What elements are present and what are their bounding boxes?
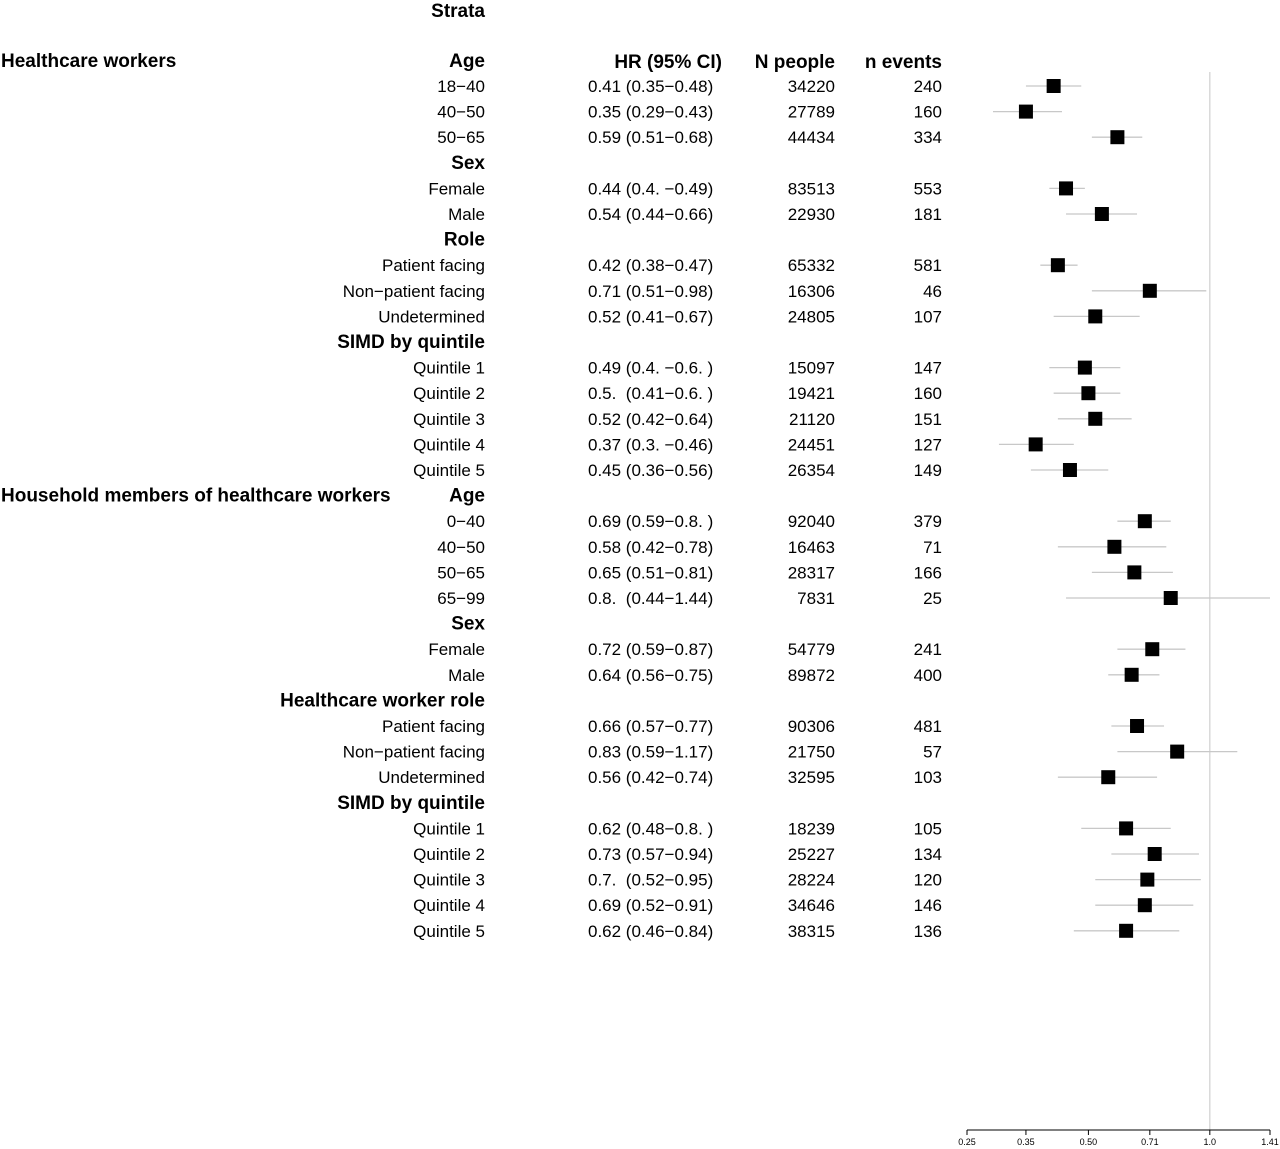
hr-ci-value: 0.37 (0.3. −0.46) xyxy=(588,435,714,455)
n-events-value: 147 xyxy=(913,358,942,378)
row-label: Quintile 3 xyxy=(413,870,485,890)
hr-marker xyxy=(1170,745,1184,759)
n-events-value: 46 xyxy=(923,281,942,301)
n-events-value: 105 xyxy=(913,819,942,839)
n-people-value: 26354 xyxy=(787,461,835,480)
n-events-value: 120 xyxy=(913,870,942,890)
hr-marker xyxy=(1059,181,1073,195)
hr-marker xyxy=(1138,898,1152,912)
n-people-value: 24805 xyxy=(787,307,835,327)
n-people-value: 16306 xyxy=(787,281,835,301)
n-people-value: 28317 xyxy=(787,563,835,583)
hr-ci-value: 0.64 (0.56−0.75) xyxy=(588,665,714,685)
n-people-value: 15097 xyxy=(787,358,835,378)
hr-ci-value: 0.54 (0.44−0.66) xyxy=(588,205,714,224)
n-people-value: 27789 xyxy=(787,102,835,122)
row-label: Quintile 3 xyxy=(413,409,485,429)
row-label: 65−99 xyxy=(437,589,485,608)
row-label: Non−patient facing xyxy=(342,742,485,762)
hr-marker xyxy=(1095,207,1109,221)
n-events-value: 379 xyxy=(913,512,942,532)
n-people-column-header: N people xyxy=(754,52,835,73)
row-label: Quintile 1 xyxy=(413,358,485,378)
hr-marker xyxy=(1143,284,1157,298)
subgroup-header: SIMD by quintile xyxy=(337,792,485,814)
subgroup-header: Age xyxy=(449,485,485,507)
row-label: Male xyxy=(448,665,485,685)
hr-marker xyxy=(1148,847,1162,861)
n-events-value: 160 xyxy=(913,384,942,404)
row-label: Quintile 5 xyxy=(413,921,485,941)
n-events-value: 134 xyxy=(913,845,942,864)
row-label: Undetermined xyxy=(378,768,485,788)
n-events-value: 127 xyxy=(913,435,942,455)
hr-ci-value: 0.42 (0.38−0.47) xyxy=(588,256,714,276)
row-label: 40−50 xyxy=(437,102,485,122)
n-events-value: 241 xyxy=(913,640,942,660)
subgroup-header: Age xyxy=(449,51,485,72)
n-people-value: 34220 xyxy=(787,77,835,96)
n-people-value: 16463 xyxy=(787,537,835,557)
hr-marker xyxy=(1051,258,1065,272)
hr-ci-value: 0.5. (0.41−0.6. ) xyxy=(588,384,714,404)
n-events-value: 103 xyxy=(913,768,942,788)
n-people-value: 18239 xyxy=(787,819,835,839)
hr-ci-value: 0.62 (0.48−0.8. ) xyxy=(588,819,714,839)
n-people-value: 24451 xyxy=(787,435,835,455)
table-rows xyxy=(1,51,942,941)
n-people-value: 22930 xyxy=(787,205,835,224)
hr-ci-value: 0.65 (0.51−0.81) xyxy=(588,563,714,583)
n-events-value: 71 xyxy=(923,537,942,557)
hr-marker xyxy=(1164,591,1178,605)
n-people-value: 32595 xyxy=(787,768,835,788)
n-people-value: 65332 xyxy=(787,256,835,276)
hr-ci-value: 0.8. (0.44−1.44) xyxy=(588,589,714,608)
n-events-value: 149 xyxy=(913,461,942,480)
hr-ci-value: 0.73 (0.57−0.94) xyxy=(588,845,714,864)
x-tick-label: 1.0 xyxy=(1203,1137,1217,1147)
n-people-value: 44434 xyxy=(787,128,835,148)
n-events-value: 240 xyxy=(913,77,942,96)
n-people-value: 7831 xyxy=(797,589,835,608)
hr-ci-value: 0.72 (0.59−0.87) xyxy=(588,640,714,660)
row-label: Undetermined xyxy=(378,307,485,327)
n-events-value: 400 xyxy=(913,665,942,685)
n-people-value: 54779 xyxy=(787,640,835,660)
x-axis xyxy=(958,72,1279,1147)
strata-heading: Strata xyxy=(431,1,485,22)
n-events-column-header: n events xyxy=(864,52,942,73)
n-events-value: 25 xyxy=(923,589,942,608)
n-events-value: 334 xyxy=(913,128,942,148)
hr-marker xyxy=(1140,873,1154,887)
n-people-value: 34646 xyxy=(787,896,835,916)
row-label: 18−40 xyxy=(437,77,485,96)
n-events-value: 151 xyxy=(913,409,942,429)
hr-marker xyxy=(1125,668,1139,682)
n-events-value: 136 xyxy=(913,921,942,941)
hr-ci-value: 0.71 (0.51−0.98) xyxy=(588,281,714,301)
hr-marker xyxy=(1047,79,1061,93)
hr-ci-value: 0.35 (0.29−0.43) xyxy=(588,102,714,122)
hr-ci-value: 0.69 (0.52−0.91) xyxy=(588,896,714,916)
hr-ci-value: 0.56 (0.42−0.74) xyxy=(588,768,714,788)
n-events-value: 181 xyxy=(913,205,942,224)
hr-ci-value: 0.59 (0.51−0.68) xyxy=(588,128,714,148)
row-label: Quintile 1 xyxy=(413,819,485,839)
hr-marker xyxy=(1081,386,1095,400)
hr-marker xyxy=(1127,565,1141,579)
hr-marker xyxy=(1107,540,1121,554)
n-people-value: 21750 xyxy=(787,742,835,762)
hr-marker xyxy=(1138,514,1152,528)
hr-marker xyxy=(1063,463,1077,477)
x-tick-label: 1.41 xyxy=(1261,1137,1279,1147)
group-title: Healthcare workers xyxy=(1,51,177,72)
hr-marker xyxy=(1019,105,1033,119)
row-label: Quintile 4 xyxy=(413,435,485,455)
n-events-value: 160 xyxy=(913,102,942,122)
hr-ci-value: 0.7. (0.52−0.95) xyxy=(588,870,714,890)
hr-ci-value: 0.52 (0.41−0.67) xyxy=(588,307,714,327)
hr-marker xyxy=(1029,437,1043,451)
hr-ci-value: 0.83 (0.59−1.17) xyxy=(588,742,714,762)
hr-marker xyxy=(1145,642,1159,656)
hr-ci-value: 0.62 (0.46−0.84) xyxy=(588,921,714,941)
x-tick-label: 0.25 xyxy=(958,1137,976,1147)
row-label: 50−65 xyxy=(437,563,485,583)
n-people-value: 92040 xyxy=(787,512,835,532)
row-label: 50−65 xyxy=(437,128,485,148)
group-title: Household members of healthcare workers xyxy=(1,485,391,507)
n-people-value: 38315 xyxy=(787,921,835,941)
row-label: Patient facing xyxy=(381,256,485,276)
row-label: 40−50 xyxy=(437,537,485,557)
subgroup-header: Sex xyxy=(451,152,485,174)
hr-marker xyxy=(1078,361,1092,375)
n-events-value: 481 xyxy=(913,717,942,736)
hr-marker xyxy=(1130,719,1144,733)
hr-ci-value: 0.69 (0.59−0.8. ) xyxy=(588,512,714,532)
n-events-value: 107 xyxy=(913,307,942,327)
hr-ci-value: 0.52 (0.42−0.64) xyxy=(588,409,714,429)
row-label: Patient facing xyxy=(381,717,485,736)
row-label: Female xyxy=(428,640,485,660)
n-events-value: 146 xyxy=(913,896,942,916)
x-tick-label: 0.50 xyxy=(1079,1137,1098,1147)
hr-ci-value: 0.45 (0.36−0.56) xyxy=(588,461,714,480)
n-people-value: 89872 xyxy=(787,665,835,685)
n-people-value: 21120 xyxy=(788,409,835,429)
n-events-value: 57 xyxy=(923,742,942,762)
subgroup-header: Role xyxy=(443,229,485,251)
hr-ci-value: 0.44 (0.4. −0.49) xyxy=(588,179,714,199)
n-events-value: 581 xyxy=(913,256,942,276)
hr-ci-value: 0.49 (0.4. −0.6. ) xyxy=(588,358,714,378)
subgroup-header: Healthcare worker role xyxy=(280,690,485,712)
hr-ci-value: 0.58 (0.42−0.78) xyxy=(588,537,714,557)
hr-marker xyxy=(1110,130,1124,144)
subgroup-header: Sex xyxy=(451,613,485,635)
hr-marker xyxy=(1088,309,1102,323)
n-events-value: 166 xyxy=(913,563,942,583)
hr-marker xyxy=(1088,412,1102,426)
n-people-value: 90306 xyxy=(787,717,835,736)
row-label: Quintile 4 xyxy=(413,896,485,916)
n-people-value: 83513 xyxy=(787,179,835,199)
hr-column-header: HR (95% CI) xyxy=(614,52,722,73)
row-label: 0−40 xyxy=(446,512,485,532)
row-label: Male xyxy=(448,205,485,224)
row-label: Non−patient facing xyxy=(342,281,485,301)
hr-marker xyxy=(1119,821,1133,835)
row-label: Quintile 2 xyxy=(413,845,485,864)
n-events-value: 553 xyxy=(913,179,942,199)
hr-ci-value: 0.66 (0.57−0.77) xyxy=(588,717,714,736)
row-label: Quintile 2 xyxy=(413,384,485,404)
n-people-value: 25227 xyxy=(787,845,835,864)
n-people-value: 28224 xyxy=(787,870,835,890)
hr-ci-value: 0.41 (0.35−0.48) xyxy=(588,77,714,96)
n-people-value: 19421 xyxy=(787,384,835,404)
subgroup-header: SIMD by quintile xyxy=(337,332,485,353)
x-tick-label: 0.35 xyxy=(1017,1137,1035,1147)
hr-marker xyxy=(1119,924,1133,938)
row-label: Female xyxy=(428,179,485,199)
hr-marker xyxy=(1101,770,1115,784)
x-tick-label: 0.71 xyxy=(1141,1137,1159,1147)
row-label: Quintile 5 xyxy=(413,461,485,480)
